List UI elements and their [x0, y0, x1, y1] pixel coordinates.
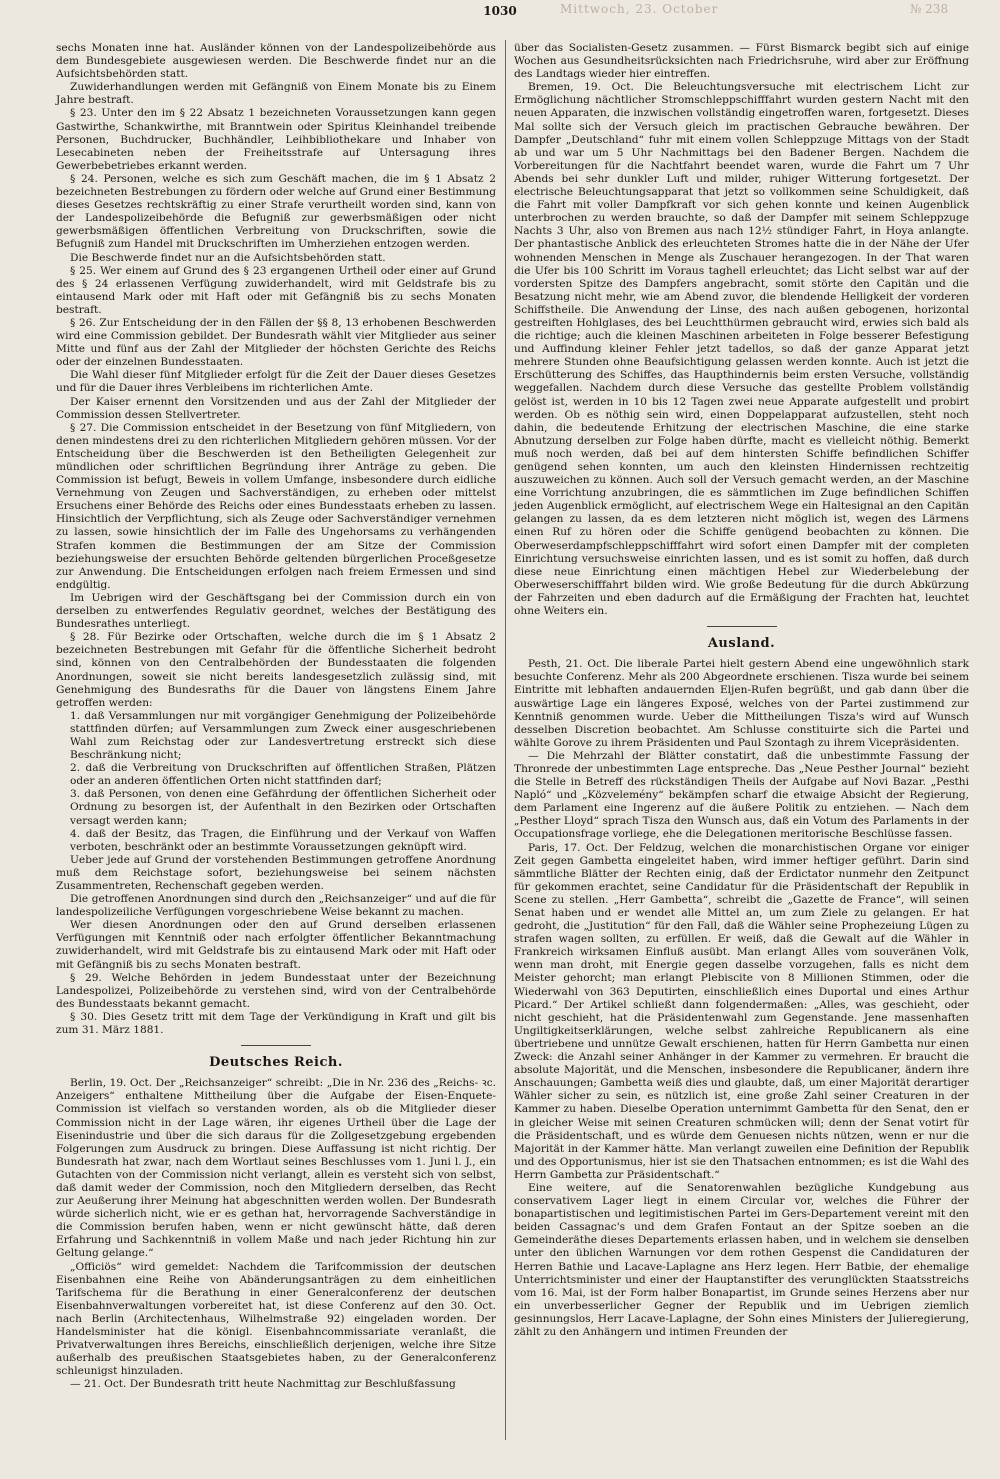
paragraph: § 29. Welche Behörden in jedem Bundesstaat unter der Bezeichnung Landespolizei, Polizeibehörde zu verstehen sind, wird von der Centralbehörde des Bundesstaats bekannt gemacht.: [56, 971, 496, 1010]
numbered-list: [56, 710, 496, 854]
paragraph: Die Wahl dieser fünf Mitglieder erfolgt für die Zeit der Dauer dieses Gesetzes und für die Dauer ihres Verbleibens im richterlichen Amte.: [56, 369, 496, 395]
paragraph: § 24. Personen, welche es sich zum Geschäft machen, die im § 1 Absatz 2 bezeichneten Bestrebungen zu fördern oder welche auf Grund einer Bestimmung dieses Gesetzes rechtskräftig zu einer Strafe verurtheilt worden sind, kann von der Landespolizeibehörde die Befugniß zur gewerbsmäßigen oder nicht gewerbsmäßigen öffentlichen Verbreitung von Druckschriften, sowie die Befugniß zum Handel mit Druckschriften im Umherziehen entzogen werden.: [56, 172, 496, 251]
paragraph: Zuwiderhandlungen werden mit Gefängniß von Einem Monate bis zu Einem Jahre bestraft.: [56, 81, 496, 107]
paragraph: Eine weitere, auf die Senatorenwahlen bezügliche Kundgebung aus conservativem Lager liegt in einem Circular vor, welches die Führer der bonapartistischen und legitimistischen Partei im Gers-Departement vereint mit den beiden Cassagnac's und dem Grafen Fontaut an der Spitze soeben an die Gemeinderäthe dieses Departements erlassen haben, und in welchem sie denselben unter den üblichen Warnungen vor dem rothen Gespenst die Candidaturen der Herren Bathie und Lacave-Laplagne ans Herz legen. Herr Batbie, der ehemalige Unterrichtsminister und einer der Hauptanstifter des verunglückten Staatsstreichs vom 16. Mai, ist der Form halber Bonapartist, im Grunde seines Herzens aber nur ein unverbesserlicher Gegner der Republik und im Uebrigen ziemlich gesinnungslos, Herr Lacave-Laplagne, der Sohn eines Ministers der Julieregierung, zählt zu den Anhängern und intimen Freunden der: [514, 1181, 969, 1338]
paragraph: Berlin, 19. Oct. Der „Reichsanzeiger“ schreibt: „Die in Nr. 236 des „Reichs- ꝛc. Anzeigers“ enthaltene Mittheilung über die Aufgabe der Eisen-Enquete-Commission ist vielfach so verstanden worden, als ob die Mitglieder dieser Commission nicht in der Lage wären, ihr eigenes Urtheil über die Lage der Eisenindustrie und über die sich daraus für die Zollgesetzgebung ergebenden Folgerungen zum Ausdruck zu bringen. Diese Auffassung ist nicht richtig. Der Bundesrath hat zwar, nach dem Wortlaut seines Beschlusses vom 1. Juni l. J., ein Gutachten von der Commission nicht verlangt, allein es versteht sich von selbst, daß damit weder der Commission, noch den Mitgliedern derselben, das Recht zur Aeußerung ihrer Meinung hat abgeschnitten werden wollen. Der Bundesrath würde sicherlich nicht, wie er es gethan hat, hervorragende Sachverständige in die Commission berufen haben, wenn er nicht gewünscht hätte, daß deren Erfahrung und Sachkenntniß in vollem Maße und nach jeder Richtung hin zur Geltung gelange.“: [56, 1077, 496, 1260]
paragraph: Ueber jede auf Grund der vorstehenden Bestimmungen getroffene Anordnung muß dem Reichstage sofort, beziehungsweise bei seinem nächsten Zusammentreten, Rechenschaft gegeben werden.: [56, 853, 496, 892]
bleed-through-corner: № 238: [910, 2, 949, 16]
paragraph: — 21. Oct. Der Bundesrath tritt heute Nachmittag zur Beschlußfassung: [70, 1378, 456, 1391]
paragraph: über das Socialisten-Gesetz zusammen. — Fürst Bismarck begibt sich auf einige Wochen aus Gesundheitsrücksichten nach Friedrichsruhe, wird aber zur Eröffnung des Landtags wieder hier eintreffen.: [514, 42, 969, 81]
paragraph: Bremen, 19. Oct. Die Beleuchtungsversuche mit electrischem Licht zur Ermöglichung nächtlicher Stromschleppschifffahrt wurden gestern Nacht mit den neuen Apparaten, die inzwischen vollständig eingetroffen waren, fortgesetzt. Dieses Mal sollte sich der Versuch gleich im practischen Gebrauche bewähren. Der Dampfer „Deutschland“ fuhr mit einem vollen Schleppzuge Mittags von der Stadt ab und war um 5 Uhr Nachmittags bei den Badener Bergen. Nachdem die Vorbereitungen für die Nachtfahrt beendet waren, wurde die Fahrt um 7 Uhr Abends bei sehr dunkler Luft und milder, ruhiger Witterung fortgesetzt. Der electrische Beleuchtungsapparat that jetzt so vollkommen seine Schuldigkeit, daß die Fahrt mit voller Dampfkraft vor sich gehen konnte und keinen Augenblick unterbrochen zu werden brauchte, so daß der Dampfer mit seinem Schleppzuge Nachts 3 Uhr, also von Bremen aus nach 12½ stündiger Fahrt, in Hoya anlangte. Der phantastische Anblick des erleuchteten Stromes hatte die in der Nähe der Ufer wohnenden Menschen in Menge als Zuschauer herangezogen. In der That waren die Ufer bis 100 Schritt im Voraus taghell erleuchtet; das Licht selbst war auf der vordersten Spitze des Dampfers angebracht, somit störte den Capitän und die Besatzung nicht mehr, wie am Abend zuvor, die blendende Helligkeit der vorderen Schiffstheile. Die Anwendung der Linse, des nach außen gebogenen, horizontal gestreiften Hohlglases, des bei Leuchtthürmen gebraucht wird, erwies sich bald als die richtige; auch die kleinen Maschinen arbeiteten in Folge besserer Befestigung und Auffindung kleiner Fehler jetzt tadellos, so daß der ganze Apparat jetzt mehrere Stunden ohne Beaufsichtigung gelassen werden konnte. Auch ist jetzt die Erschütterung des Schiffes, das Haupthindernis beim ersten Versuche, vollständig weggefallen. Nachdem durch diese Versuche das gestellte Problem vollständig gelöst ist, werden in 10 bis 12 Tagen zwei neue Apparate aufgestellt und probirt werden. Ob es nöthig sein wird, einen Doppelapparat aufzustellen, steht noch dahin, die bedeutende Erhitzung der electrischen Maschine, die eine starke Abnutzung derselben zur Folge haben dürfte, macht es vielleicht nöthig. Bemerkt muß noch werden, daß bei auf dem hintersten Schiffe befindlichen Schiffer genügend sehen konnten, um auch den kleinsten Hindernissen rechtzeitig auszuweichen zu können. Auch soll der Versuch gemacht werden, an der Maschine eine Vorrichtung anzubringen, die es sämmtlichen im Zuge befindlichen Schiffen jeden Augenblick ermöglicht, auf electrischem Wege ein Haltesignal an den Capitän gelangen zu lassen, da es dem letzteren nicht möglich ist, wegen des Lärmens einen Ruf zu hören oder die Schiffe genügend beobachten zu können. Die Oberweserdampfschleppschifffahrt wird sofort einen Dampfer mit der completen Einrichtung versuchsweise einrichten lassen, und es ist somit zu hoffen, daß durch diese neue Einrichtung einen mächtigen Hebel zur Wiederbelebung der Oberweserschifffahrt bilden wird. Wie große Bedeutung für die durch Abkürzung der Fahrzeiten und eben dadurch auf die Ermäßigung der Frachten hat, leuchtet ohne Weiters ein.: [514, 81, 969, 618]
list-item: 1. daß Versammlungen nur mit vorgängiger Genehmigung der Polizeibehörde stattfinden dürfen; auf Versammlungen zum Zweck einer ausgeschriebenen Wahl zum Reichstag oder zur Landesvertretung erstreckt sich diese Beschränkung nicht;: [70, 709, 496, 762]
left-column: [56, 42, 496, 1462]
paragraph: sechs Monaten inne hat. Ausländer können von der Landespolizeibehörde aus dem Bundesgebiete ausgewiesen werden. Die Beschwerde findet nur an die Aufsichtsbehörden statt.: [56, 42, 496, 81]
paragraph: § 30. Dies Gesetz tritt mit dem Tage der Verkündigung in Kraft und gilt bis zum 31. März 1881.: [56, 1010, 496, 1037]
list-item: 3. daß Personen, von denen eine Gefährdung der öffentlichen Sicherheit oder Ordnung zu besorgen ist, der Aufenthalt in den Bezirken oder Ortschaften versagt werden kann;: [70, 788, 496, 827]
paragraph: — Die Mehrzahl der Blätter constatirt, daß die unbestimmte Fassung der Thronrede der unbestimmten Lage entspreche. Das „Neue Pesther Journal“ bezieht die Stelle in Betreff des rückständigen Theils der Aufgabe auf Novi Bazar. „Pesthi Napló“ und „Közvelemény“ bekämpfen scharf die etwaige Absicht der Regierung, dem Parlament eine Ingerenz auf die äußere Politik zu entziehen. — Nach dem „Pesther Lloyd“ sprach Tisza den Wunsch aus, daß ein Votum des Parlaments in der Occupationsfrage vorliege, ehe die Delegationen meritorische Beschlüsse fassen.: [514, 749, 969, 841]
paragraph: § 28. Für Bezirke oder Ortschaften, welche durch die im § 1 Absatz 2 bezeichneten Bestrebungen mit Gefahr für die öffentliche Sicherheit bedroht sind, können von den Centralbehörden der Bundesstaaten die folgenden Anordnungen, soweit sie nicht bereits landesgesetzlich zulässig sind, mit Genehmigung des Bundesraths für die Dauer von längstens Einem Jahre getroffen werden:: [56, 631, 496, 709]
paragraph: „Officiös“ wird gemeldet: Nachdem die Tarifcommission der deutschen Eisenbahnen eine Reihe von Abänderungsanträgen zu dem einheitlichen Tarifschema für die Berathung in einer Generalconferenz der deutschen Eisenbahnverwaltungen vorbereitet hat, ist diese Conferenz auf den 30. Oct. nach Berlin (Architectenhaus, Wilhelmstraße 92) eingeladen worden. Der Handelsminister hat die königl. Eisenbahncommissariate veranlaßt, die Privatverwaltungen ihres Bereichs, einschließlich derjenigen, welche ihre Sitze außerhalb des preußischen Staatsgebietes haben, zu der Generalconferenz schleunigst hinzuladen.: [56, 1260, 496, 1378]
column-divider: [505, 40, 506, 1440]
paragraph: § 27. Die Commission entscheidet in der Besetzung von fünf Mitgliedern, von denen mindestens drei zu den richterlichen Mitgliedern gehören müssen. Vor der Entscheidung über die Beschwerden ist den Betheiligten Gelegenheit zur mündlichen oder schriftlichen Begründung ihrer Anträge zu geben. Die Commission ist befugt, Beweis in vollem Umfange, insbesondere durch eidliche Vernehmung von Zeugen und Sachverständigen, zu erheben oder mittelst Ersuchens einer Behörde des Reichs oder eines Bundesstaats erheben zu lassen. Hinsichtlich der Verpflichtung, sich als Zeuge oder Sachverständiger vernehmen zu lassen, sowie hinsichtlich der im Falle des Ungehorsams zu verhängenden Strafen kommen die Bestimmungen der am Sitze der Commission beziehungsweise der ersuchten Behörde geltenden bürgerlichen Proceßgesetze zur Anwendung. Die Entscheidungen erfolgen nach freiem Ermessen und sind endgültig.: [56, 421, 496, 591]
paragraph: Die getroffenen Anordnungen sind durch den „Reichsanzeiger“ und auf die für landespolizeiliche Verfügungen vorgeschriebene Weise bekannt zu machen.: [56, 893, 496, 919]
section-heading-ausland: Ausland.: [707, 636, 776, 652]
paragraph: Pesth, 21. Oct. Die liberale Partei hielt gestern Abend eine ungewöhnlich stark besuchte Conferenz. Mehr als 200 Abgeordnete erschienen. Tisza wurde bei seinem Eintritte mit lebhaften andauernden Eljen-Rufen begrüßt, und gab dann über die auswärtige Lage ein längeres Exposé, welches von der Partei zustimmend zur Kenntniß genommen wurde. Ueber die Mittheilungen Tisza's wird auf Wunsch desselben Discretion beobachtet. Am Schlusse constituirte sich die Partei und wählte Gorove zu ihrem Präsidenten und Paul Szontagh zu ihrem Vicepräsidenten.: [514, 658, 969, 749]
paragraph: Im Uebrigen wird der Geschäftsgang bei der Commission durch ein von derselben zu entwerfendes Regulativ geordnet, welches der Bestätigung des Bundesrathes unterliegt.: [56, 591, 496, 631]
paragraph: Die Beschwerde findet nur an die Aufsichtsbehörden statt.: [70, 251, 386, 264]
list-item: 2. daß die Verbreitung von Druckschriften auf öffentlichen Straßen, Plätzen oder an anderen öffentlichen Orten nicht stattfinden darf;: [70, 762, 496, 788]
section-heading-deutsches-reich: Deutsches Reich.: [209, 1055, 343, 1071]
paragraph: § 25. Wer einem auf Grund des § 23 ergangenen Urtheil oder einer auf Grund des § 24 erlassenen Verfügung zuwiderhandelt, wird mit Geldstrafe bis zu eintausend Mark oder mit Haft oder mit Gefängniß bis zu sechs Monaten bestraft.: [56, 264, 496, 316]
paragraph: Paris, 17. Oct. Der Feldzug, welchen die monarchistischen Organe vor einiger Zeit gegen Gambetta eingeleitet haben, wird immer heftiger geführt. Darin sind sämmtliche Blätter der Rechten einig, daß der Erdictator nunmehr den Zeitpunct für gekommen erachtet, seine Candidatur für die Präsidentschaft der Republik in Scene zu stellen. „Herr Gambetta“, schreibt die „Gazette de France“, will seinen Senat haben und er wendet alle Mittel an, um zum Ziele zu gelangen. Er hat gedroht, die „Justitution“ für den Fall, daß die Wähler seine Prophezeiung Lügen zu strafen wagen sollten, zu erfüllen. Er weiß, daß die Gewalt auf die Wähler in Frankreich wirksamen Einfluß ausübt. Man erlangt Alles vom souveränen Volk, wenn man droht, mit Energie gegen dasselbe vorzugehen, falls es nicht dem Meister gehorcht; man erlangt Plebiscite von 8 Millionen Stimmen, oder die Wiederwahl von 363 Deputirten, einschließlich eines Duportal und eines Arthur Picard.“ Der Artikel schließt dann folgendermaßen: „Alles, was geschieht, oder nicht geschieht, hat die Präsidentenwahl zum Gegenstande. Jene massenhaften Ungiltigkeitserklärungen, welche selbst zahlreiche Republicanern als eine übertriebene und unnütze Gewalt erschienen, hatten für Herrn Gambetta nur einen Zweck: die Anzahl seiner Anhänger in der Kammer zu vermehren. Er braucht die absolute Majorität, und die Menschen, insbesondere die Republicaner, ändern ihre Anschauungen; Gambetta weiß dies und glaubte, daß, um einer Majorität derartiger Wähler sicher zu sein, es nützlich ist, eine große Zahl seiner Creaturen in der Kammer zu haben. Dieselbe Operation unternimmt Gambetta für den Senat, den er in gleicher Weise mit seinen Creaturen schmücken will; denn der Senat votirt für die Präsidentschaft, und es würde dem Genuesen nichts nützen, wenn er nur die Majorität in der Kammer hätte. Man verlangt zuweilen eine Definition der Republik und des Opportunismus, hier ist sie den Thatsachen entnommen; es ist die Wahl des Herrn Gambetta zur Präsidentschaft.“: [514, 841, 969, 1181]
paragraph: Wer diesen Anordnungen oder den auf Grund derselben erlassenen Verfügungen mit Kenntniß oder nach erfolgter öffentlicher Bekanntmachung zuwiderhandelt, wird mit Geldstrafe bis zu eintausend Mark oder mit Haft oder mit Gefängniß bis zu sechs Monaten bestraft.: [56, 919, 496, 971]
page-number: 1030: [483, 4, 517, 18]
paragraph: § 23. Unter den im § 22 Absatz 1 bezeichneten Voraussetzungen kann gegen Gastwirthe, Schankwirthe, mit Branntwein oder Spiritus Kleinhandel treibende Personen, Buchdrucker, Buchhändler, Leihbibliothekare und Inhaber von Lesecabineten neben der Freiheitsstrafe auf Untersagung ihres Gewerbebetriebes erkannt werden.: [56, 107, 496, 172]
section-divider: [241, 1045, 311, 1046]
bleed-through-header: Mittwoch, 23. October: [560, 2, 719, 16]
list-item: 4. daß der Besitz, das Tragen, die Einführung und der Verkauf von Waffen verboten, beschränkt oder an bestimmte Voraussetzungen geknüpft wird.: [70, 827, 496, 853]
section-divider: [707, 626, 777, 627]
paragraph: § 26. Zur Entscheidung der in den Fällen der §§ 8, 13 erhobenen Beschwerden wird eine Commission gebildet. Der Bundesrath wählt vier Mitglieder aus seiner Mitte und fünf aus der Zahl der Mitglieder der höchsten Gerichte des Reichs oder der einzelnen Bundesstaaten.: [56, 316, 496, 369]
paragraph: Der Kaiser ernennt den Vorsitzenden und aus der Zahl der Mitglieder der Commission dessen Stellvertreter.: [56, 395, 496, 421]
right-column: [514, 42, 969, 1462]
